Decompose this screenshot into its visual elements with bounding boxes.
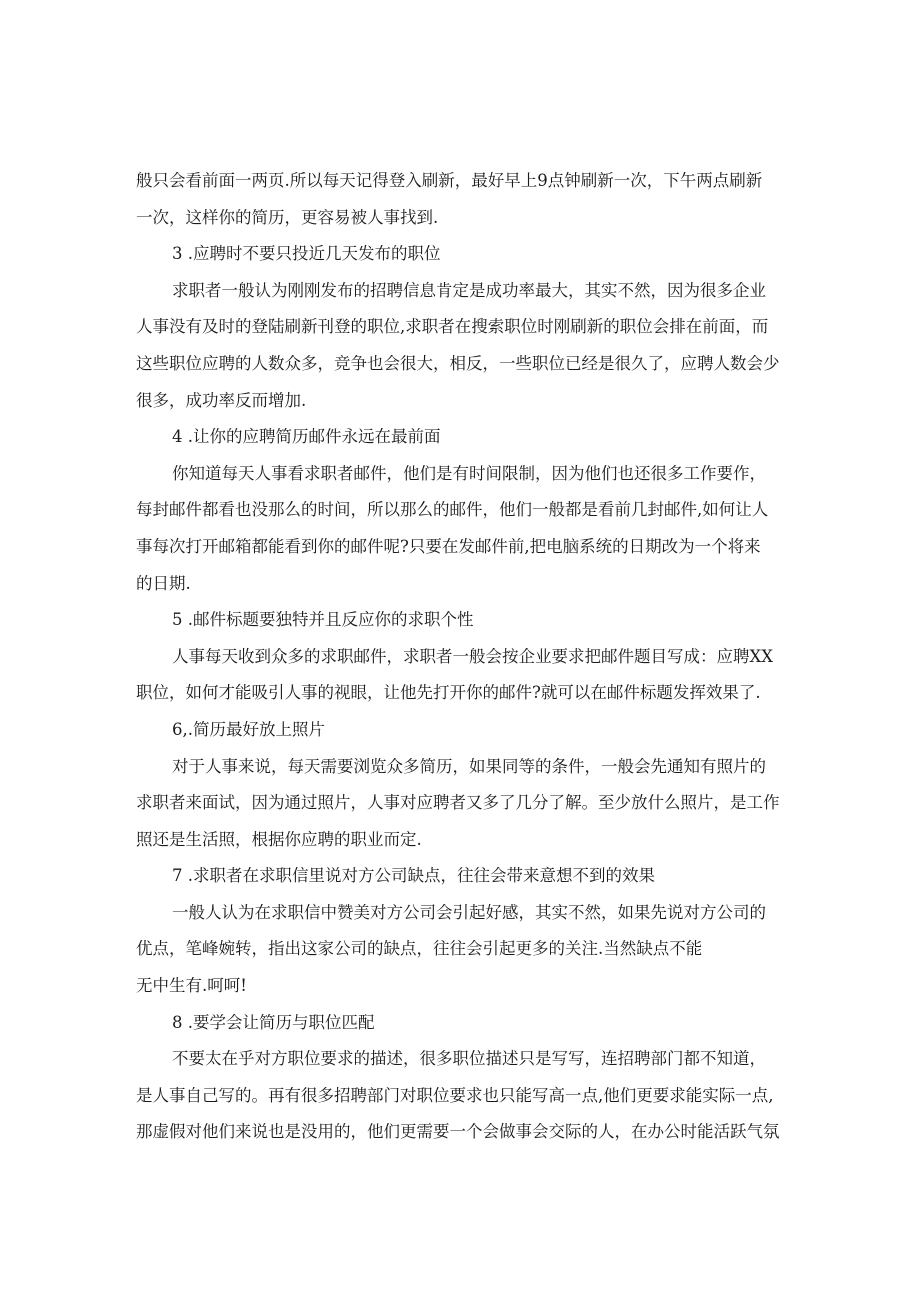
text-line: 般只会看前面一两页.所以每天记得登入刷新，最好早上9点钟刷新一次，下午两点刷新 — [136, 171, 763, 190]
text-line: 照还是生活照，根据你应聘的职业而定. — [136, 829, 422, 849]
paragraph-first-line: 一般人认为在求职信中赞美对方公司会引起好感，其实不然，如果先说对方公司的 — [172, 902, 766, 922]
section-heading: 4 .让你的应聘简历邮件永远在最前面 — [172, 427, 441, 447]
text-line: 每封邮件都看也没那么的时间，所以那么的邮件，他们一般都是看前几封邮件,如何让人 — [136, 500, 769, 520]
text-line: 优点，笔峰婉转，指出这家公司的缺点，往往会引起更多的关注.当然缺点不能 — [136, 939, 703, 959]
text-line: 职位，如何才能吸引人事的视眼，让他先打开你的邮件?就可以在邮件标题发挥效果了. — [136, 683, 761, 703]
section-heading: 5 .邮件标题要独特并且反应你的求职个性 — [172, 610, 474, 630]
section-heading: 7 .求职者在求职信里说对方公司缺点，往往会带来意想不到的效果 — [172, 866, 655, 886]
paragraph-first-line: 人事每天收到众多的求职邮件，求职者一般会按企业要求把邮件题目写成：应聘XX — [172, 646, 773, 666]
text-line: 那虚假对他们来说也是没用的，他们更需要一个会做事会交际的人，在办公时能活跃气氛 — [136, 1122, 780, 1142]
text-line: 的日期. — [136, 573, 191, 593]
text-line: 求职者来面试，因为通过照片，人事对应聘者又多了几分了解。至少放什么照片，是工作 — [136, 793, 780, 813]
section-heading: 8 .要学会让简历与职位匹配 — [172, 1012, 375, 1032]
section-heading: 3 .应聘时不要只投近几天发布的职位 — [172, 244, 441, 264]
text-line: 很多，成功率反而增加. — [136, 390, 307, 410]
text-line: 一次，这样你的简历，更容易被人事找到. — [136, 207, 439, 227]
section-heading: 6,.简历最好放上照片 — [172, 719, 325, 739]
text-line: 这些职位应聘的人数众多，竞争也会很大，相反，一些职位已经是很久了，应聘人数会少 — [136, 353, 780, 373]
text-line: 事每次打开邮箱都能看到你的邮件呢?只要在发邮件前,把电脑系统的日期改为一个将来 — [136, 536, 761, 556]
text-line: 人事没有及时的登陆刷新刊登的职位,求职者在搜索职位时刚刷新的职位会排在前面，而 — [136, 317, 769, 337]
text-line: 是人事自己写的。再有很多招聘部门对职位要求也只能写高一点,他们更要求能实际一点, — [136, 1085, 774, 1105]
paragraph-first-line: 不要太在乎对方职位要求的描述，很多职位描述只是写写，连招聘部门都不知道， — [172, 1049, 766, 1069]
paragraph-first-line: 求职者一般认为刚刚发布的招聘信息肯定是成功率最大，其实不然，因为很多企业 — [172, 280, 766, 300]
document-body — [136, 163, 816, 1151]
paragraph-first-line: 对于人事来说，每天需要浏览众多简历，如果同等的条件，一般会先通知有照片的 — [172, 756, 766, 776]
paragraph-first-line: 你知道每天人事看求职者邮件，他们是有时间限制，因为他们也还很多工作要作， — [172, 463, 766, 483]
text-line: 无中生有.呵呵! — [136, 976, 247, 996]
